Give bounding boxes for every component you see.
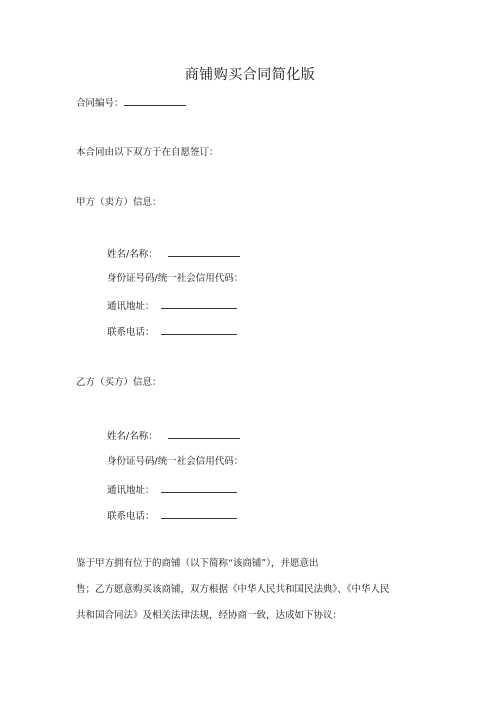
party-a-phone-blank xyxy=(161,325,237,335)
party-b-phone-blank xyxy=(161,509,237,519)
party-b-name-label: 姓名/名称： xyxy=(107,431,158,442)
party-b-address-label: 通讯地址： xyxy=(107,485,155,496)
party-b-name-line xyxy=(107,429,240,443)
clause-line-1: 鉴于甲方拥有位于的商铺（以下简称“该商铺”），并愿意出 xyxy=(76,558,319,569)
party-b-name-blank xyxy=(168,429,240,439)
party-b-phone-label: 联系电话： xyxy=(107,511,155,522)
contract-number-line xyxy=(76,96,186,110)
party-a-heading: 甲方（卖方）信息： xyxy=(76,197,162,208)
party-b-phone-line xyxy=(107,509,237,523)
party-a-name-blank xyxy=(168,247,240,257)
party-b-heading: 乙方（买方）信息： xyxy=(76,377,162,388)
clause-line-2: 售；乙方愿意购买该商铺，双方根据《中华人民共和国民法典》、《中华人民 xyxy=(76,584,390,595)
party-a-name-label: 姓名/名称： xyxy=(107,249,158,260)
document-title: 商铺购买合同简化版 xyxy=(184,67,316,83)
party-a-phone-label: 联系电话： xyxy=(107,327,155,338)
party-b-address-blank xyxy=(161,483,237,493)
intro-text: 本合同由以下双方于在自愿签订： xyxy=(76,147,219,158)
party-a-id-label: 身份证号码/统一社会信用代码： xyxy=(107,273,244,284)
contract-number-label: 合同编号： xyxy=(76,98,124,109)
party-a-name-line xyxy=(107,247,240,261)
party-a-phone-line xyxy=(107,325,237,339)
party-a-address-label: 通讯地址： xyxy=(107,301,155,312)
party-a-address-line xyxy=(107,299,237,313)
party-b-address-line xyxy=(107,483,237,497)
party-b-id-label: 身份证号码/统一社会信用代码： xyxy=(107,456,244,467)
clause-line-3: 共和国合同法》及相关法律法规，经协商一致，达成如下协议： xyxy=(76,610,343,621)
party-a-address-blank xyxy=(161,299,237,309)
contract-number-blank xyxy=(124,96,186,106)
